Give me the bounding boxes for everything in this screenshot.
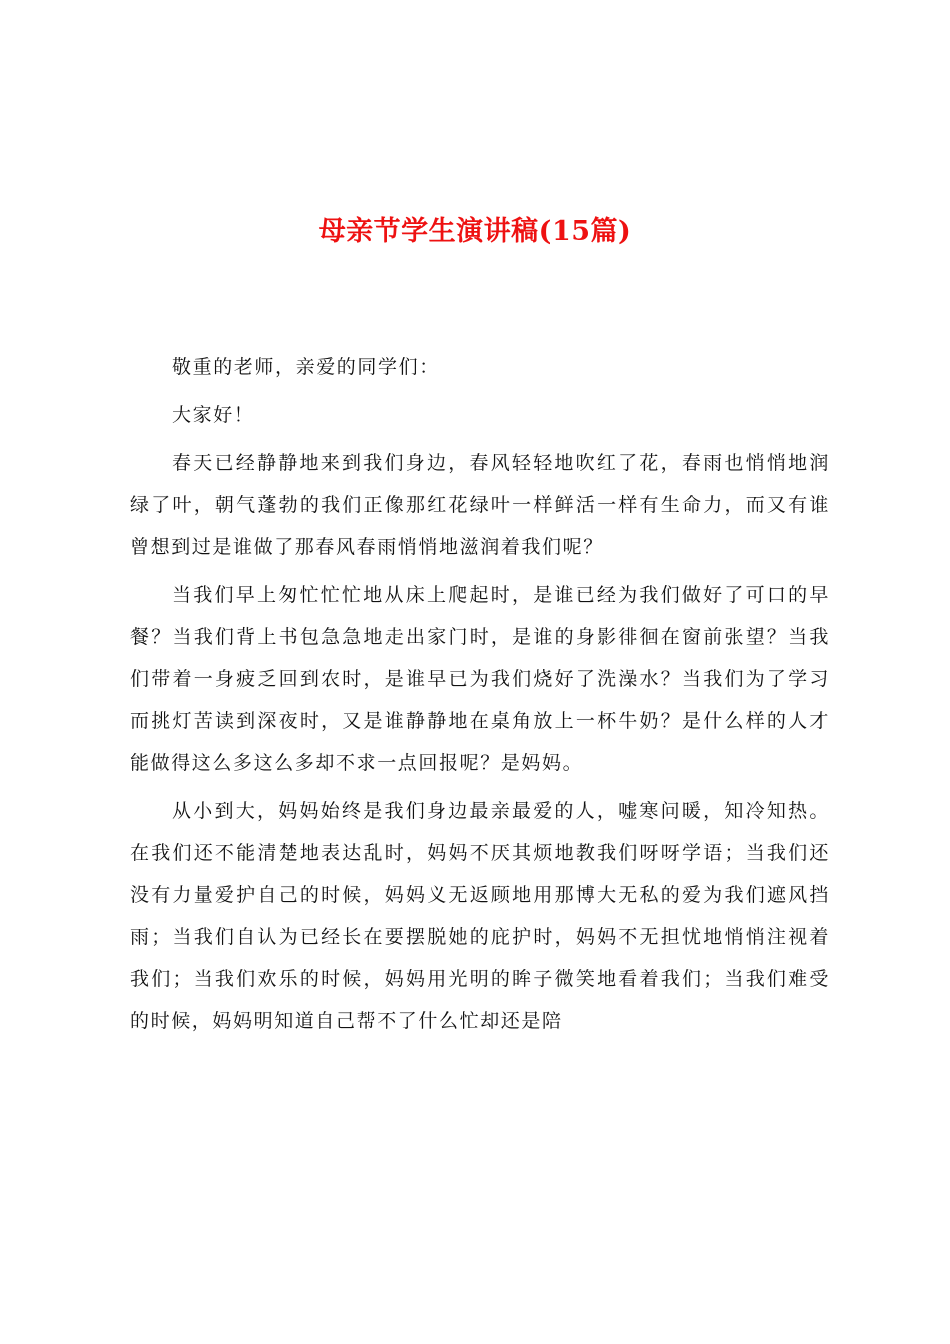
paragraph-hello: 大家好！ [172, 404, 255, 426]
paragraph-greeting: 敬重的老师，亲爱的同学们： [172, 356, 440, 378]
paragraph-spring: 春天已经静静地来到我们身边，春风轻轻地吹红了花，春雨也悄悄地润绿了叶，朝气蓬勃的我们正像那红花绿叶一样鲜活一样有生命力，而又有谁曾想到过是谁做了那春风春雨悄悄地滋润着我们呢？ [130, 452, 830, 558]
document-title: 母亲节学生演讲稿(15篇) [318, 216, 632, 247]
paragraph-morning: 当我们早上匆忙忙忙地从床上爬起时，是谁已经为我们做好了可口的早餐？当我们背上书包急急地走出家门时，是谁的身影徘徊在窗前张望？当我们带着一身疲乏回到农时，是谁早已为我们烧好了洗澡水？当我们为了学习而挑灯苦读到深夜时，又是谁静静地在桌角放上一杯牛奶？是什么样的人才能做得这么多这么多却不求一点回报呢？是妈妈。 [130, 584, 830, 774]
paragraph-childhood: 从小到大，妈妈始终是我们身边最亲最爱的人，嘘寒问暖，知冷知热。在我们还不能清楚地表达乱时，妈妈不厌其烦地教我们呀呀学语；当我们还没有力量爱护自己的时候，妈妈义无返顾地用那博大无私的爱为我们遮风挡雨；当我们自认为已经长在要摆脱她的庇护时，妈妈不无担忧地悄悄注视着我们；当我们欢乐的时候，妈妈用光明的眸子微笑地看着我们；当我们难受的时候，妈妈明知道自己帮不了什么忙却还是陪 [130, 800, 830, 1032]
document-body [130, 346, 830, 1042]
